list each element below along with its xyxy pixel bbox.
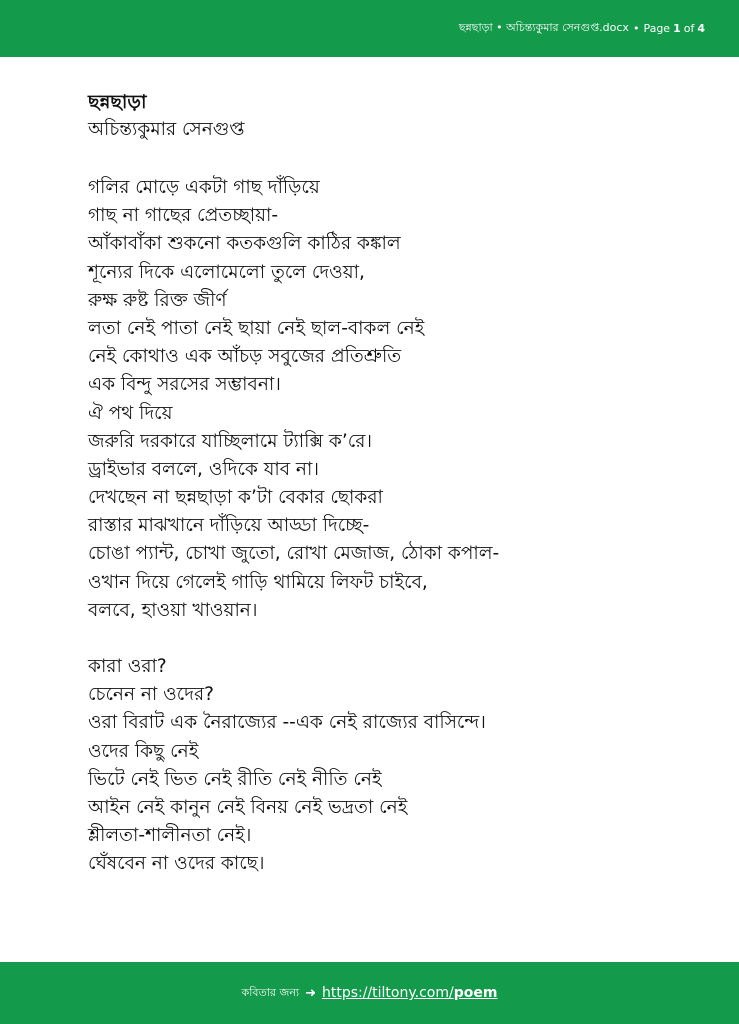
poem-line: ঐ পথ দিয়ে — [88, 402, 173, 424]
page-label: Page — [643, 22, 671, 35]
poem-line: কারা ওরা? — [88, 656, 167, 677]
poem-line: বলবে, হাওয়া খাওয়ান। — [88, 599, 258, 621]
page-footer — [0, 962, 739, 1024]
poem-line: ড্রাইভার বললে, ওদিকে যাব না। — [88, 458, 319, 480]
poem-title: ছন্নছাড়া — [88, 91, 147, 113]
poem-line: আঁকাবাঁকা শুকনো কতকগুলি কাঠির কঙ্কাল — [88, 233, 401, 255]
document-filename: ছন্নছাড়া • অচিন্ত্যকুমার সেনগুপ্ত.docx — [458, 21, 629, 34]
page-current: 1 — [673, 22, 681, 35]
poem-line: চোঙা প্যান্ট, চোখা জুতো, রোখা মেজাজ, ঠোকা কপাল- — [88, 543, 500, 565]
page-total: 4 — [697, 22, 705, 35]
stanza-1 — [88, 174, 708, 625]
poem-line: শূন্যের দিকে এলোমেলো তুলে দেওয়া, — [88, 261, 365, 283]
poem-author: অচিন্ত্যকুমার সেনগুপ্ত — [88, 119, 245, 140]
footer-link[interactable] — [322, 985, 497, 1001]
poem-line: জরুরি দরকারে যাচ্ছিলামে ট্যাক্সি ক’রে। — [88, 430, 373, 452]
poem-line: ওরা বিরাট এক নৈরাজ্যের --এক নেই রাজ্যের বাসিন্দে। — [88, 712, 486, 734]
poem-line: ভিটে নেই ভিত নেই রীতি নেই নীতি নেই — [88, 768, 382, 790]
poem-line: চেনেন না ওদের? — [88, 684, 214, 706]
poem-line: ওখান দিয়ে গেলেই গাড়ি থামিয়ে লিফট চাইবে, — [88, 571, 428, 593]
page-header — [0, 0, 739, 57]
stanza-2 — [88, 653, 708, 879]
poem-line: গাছ না গাছের প্রেতচ্ছায়া- — [88, 205, 279, 227]
header-separator: • — [632, 22, 640, 35]
document-body — [88, 88, 708, 879]
poem-line: গলির মোড়ে একটা গাছ দাঁড়িয়ে — [88, 177, 320, 198]
poem-line: শ্লীলতা-শালীনতা নেই। — [88, 825, 252, 847]
footer-link-path: poem — [453, 985, 498, 1001]
page-of-label: of — [683, 22, 695, 35]
arrow-right-icon: ➜ — [305, 985, 316, 1001]
poem-line: লতা নেই পাতা নেই ছায়া নেই ছাল-বাকল নেই — [88, 317, 425, 339]
poem-line: এক বিন্দু সরসের সম্ভাবনা। — [88, 374, 281, 396]
poem-line: আইন নেই কানুন নেই বিনয় নেই ভদ্রতা নেই — [88, 796, 408, 818]
poem-line: ওদের কিছু নেই — [88, 740, 199, 762]
poem-line: রুক্ষ রুষ্ট রিক্ত জীর্ণ — [88, 289, 227, 311]
footer-link-base: https://tiltony.com/ — [321, 985, 454, 1001]
footer-prefix: কবিতার জন্য — [241, 985, 300, 999]
poem-line: দেখছেন না ছন্নছাড়া ক’টা বেকার ছোকরা — [88, 487, 383, 509]
poem-line: নেই কোথাও এক আঁচড় সবুজের প্রতিশ্রুতি — [88, 346, 402, 368]
poem-line: রাস্তার মাঝখানে দাঁড়িয়ে আড্ডা দিচ্ছে- — [88, 515, 370, 537]
poem-line: ঘেঁষবেন না ওদের কাছে। — [88, 853, 265, 875]
